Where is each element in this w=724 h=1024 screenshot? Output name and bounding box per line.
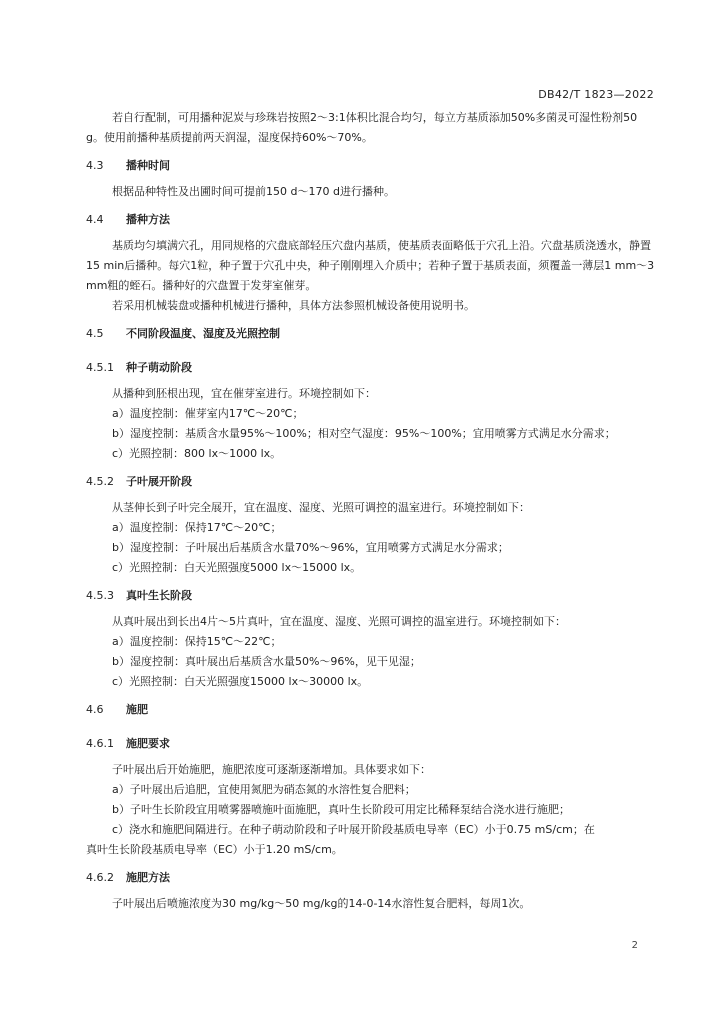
page-number: 2 <box>631 940 638 951</box>
paragraph: 基质均匀填满穴孔，用同规格的穴盘底部轻压穴盘内基质，使基质表面略低于穴孔上沿。穴盘基质浇透水，静置15 min后播种。每穴1粒，种子置于穴孔中央，种子刚刚埋入介质中；若种子置于基质表面，须覆盖一薄层1 mm～3 mm粗的蛭石。播种好的穴盘置于发芽室催芽。 <box>86 239 655 292</box>
paragraph: 从茎伸长到子叶完全展开，宜在温度、湿度、光照可调控的温室进行。环境控制如下： <box>112 501 530 514</box>
section-number: 4.6.2 <box>86 871 114 884</box>
list-item: c）光照控制：白天光照强度15000 lx～30000 lx。 <box>112 675 369 688</box>
list-item: a）温度控制：保持15℃～22℃； <box>112 635 282 648</box>
section-number: 4.6.1 <box>86 737 114 750</box>
section-title: 不同阶段温度、湿度及光照控制 <box>126 327 280 340</box>
document-id: DB42/T 1823—2022 <box>538 88 654 101</box>
section-title: 施肥方法 <box>126 871 170 884</box>
section-title: 真叶生长阶段 <box>126 589 192 602</box>
section-heading <box>86 472 658 492</box>
section-heading <box>86 700 658 720</box>
list-item: b）湿度控制：子叶展出后基质含水量70%～96%，宜用喷雾方式满足水分需求； <box>112 541 509 554</box>
section-heading <box>86 324 658 344</box>
list-item: c）光照控制：白天光照强度5000 lx～15000 lx。 <box>112 561 362 574</box>
section-number: 4.4 <box>86 213 104 226</box>
list-item: a）温度控制：保持17℃～20℃； <box>112 521 282 534</box>
section-title: 施肥要求 <box>126 737 170 750</box>
paragraph: 若自行配制，可用播种泥炭与珍珠岩按照2～3:1体积比混合均匀，每立方基质添加50%多菌灵可湿性粉剂50 g。使用前播种基质提前两天润湿，湿度保持60%～70%。 <box>86 111 638 144</box>
section-heading <box>86 358 658 378</box>
list-item: b）湿度控制：基质含水量95%～100%；相对空气湿度：95%～100%；宜用喷雾方式满足水分需求； <box>112 427 616 440</box>
section-title: 播种时间 <box>126 159 170 172</box>
paragraph: 真叶生长阶段基质电导率（EC）小于1.20 mS/cm。 <box>86 843 343 856</box>
list-item: a）温度控制：催芽室内17℃～20℃； <box>112 407 304 420</box>
list-item: b）子叶生长阶段宜用喷雾器喷施叶面施肥，真叶生长阶段可用定比稀释泵结合浇水进行施肥； <box>112 803 570 816</box>
paragraph: 根据品种特性及出圃时间可提前150 d～170 d进行播种。 <box>112 185 395 198</box>
paragraph: 子叶展出后喷施浓度为30 mg/kg～50 mg/kg的14-0-14水溶性复合肥料，每周1次。 <box>112 897 531 910</box>
section-number: 4.5 <box>86 327 104 340</box>
section-number: 4.5.2 <box>86 475 114 488</box>
section-title: 种子萌动阶段 <box>126 361 192 374</box>
section-title: 施肥 <box>126 703 148 716</box>
section-number: 4.6 <box>86 703 104 716</box>
section-heading <box>86 868 658 888</box>
paragraph: 子叶展出后开始施肥，施肥浓度可逐渐逐渐增加。具体要求如下： <box>112 763 431 776</box>
list-item: c）浇水和施肥间隔进行。在种子萌动阶段和子叶展开阶段基质电导率（EC）小于0.75 mS/cm；在 <box>112 823 595 836</box>
section-heading <box>86 156 658 176</box>
section-number: 4.5.3 <box>86 589 114 602</box>
paragraph: 若采用机械装盘或播种机械进行播种，具体方法参照机械设备使用说明书。 <box>112 299 475 312</box>
section-heading <box>86 586 658 606</box>
list-item: a）子叶展出后追肥，宜使用氮肥为硝态氮的水溶性复合肥料； <box>112 783 416 796</box>
section-number: 4.5.1 <box>86 361 114 374</box>
paragraph: 从播种到胚根出现，宜在催芽室进行。环境控制如下： <box>112 387 376 400</box>
paragraph: 从真叶展出到长出4片～5片真叶，宜在温度、湿度、光照可调控的温室进行。环境控制如下： <box>112 615 566 628</box>
section-heading <box>86 210 658 230</box>
document-body <box>86 108 658 914</box>
section-number: 4.3 <box>86 159 104 172</box>
list-item: b）湿度控制：真叶展出后基质含水量50%～96%，见干见湿； <box>112 655 421 668</box>
section-title: 子叶展开阶段 <box>126 475 192 488</box>
list-item: c）光照控制：800 lx～1000 lx。 <box>112 447 282 460</box>
section-heading <box>86 734 658 754</box>
section-title: 播种方法 <box>126 213 170 226</box>
